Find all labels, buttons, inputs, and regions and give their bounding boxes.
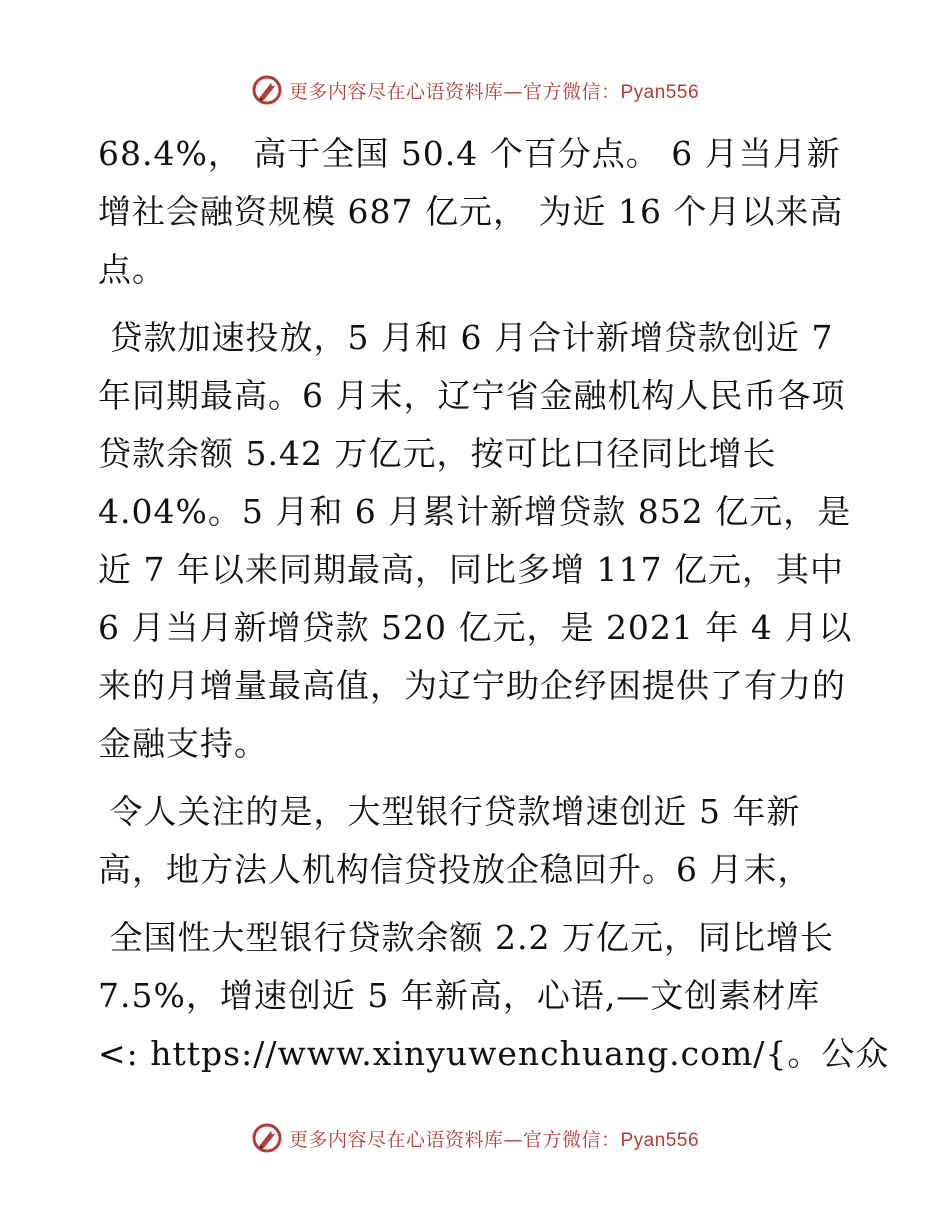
text-line: 点。 [98,250,166,289]
text-line: 6 月当月新增贷款 520 亿元，是 2021 年 4 月以 [98,608,853,647]
paragraph [98,783,858,899]
pen-logo-icon [251,74,283,106]
footer-banner-label: 更多内容尽在心语资料库—官方微信： [288,1128,621,1151]
header-banner-text [289,77,699,104]
paragraph [98,309,858,773]
text-line: 贷款加速投放，5 月和 6 月合计新增贷款创近 7 [98,318,834,357]
text-line: <: https://www.xinyuwenchuang.com/{。公众 [98,1034,890,1073]
footer-banner-text [289,1125,699,1152]
footer-banner [0,1118,950,1158]
text-line: 来的月增量最高值，为辽宁助企纾困提供了有力的 [98,666,846,705]
text-line: 全国性大型银行贷款余额 2.2 万亿元，同比增长 [98,918,834,957]
text-line: 7.5%，增速创近 5 年新高，心语,—文创素材库 [98,976,821,1015]
document-body [98,125,890,1083]
text-line: 增社会融资规模 687 亿元， 为近 16 个月以来高 [98,192,844,231]
paragraph [98,909,890,1083]
text-line: 年同期最高。6 月末，辽宁省金融机构人民币各项 [98,376,846,415]
header-banner-label: 更多内容尽在心语资料库—官方微信： [288,80,621,103]
footer-wechat-id: Pyan556 [620,1129,700,1151]
text-line: 金融支持。 [98,724,268,763]
paragraph [98,125,858,299]
header-wechat-id: Pyan556 [620,81,700,103]
text-line: 贷款余额 5.42 万亿元，按可比口径同比增长 [98,434,777,473]
header-banner [0,70,950,110]
text-line: 近 7 年以来同期最高，同比多增 117 亿元，其中 [98,550,844,589]
text-line: 令人关注的是，大型银行贷款增速创近 5 年新 [98,792,801,831]
text-line: 高，地方法人机构信贷投放企稳回升。6 月末， [98,850,812,889]
text-line: 4.04%。5 月和 6 月累计新增贷款 852 亿元，是 [98,492,852,531]
text-line: 68.4%， 高于全国 50.4 个百分点。 6 月当月新 [98,134,841,173]
pen-logo-icon [251,1122,283,1154]
